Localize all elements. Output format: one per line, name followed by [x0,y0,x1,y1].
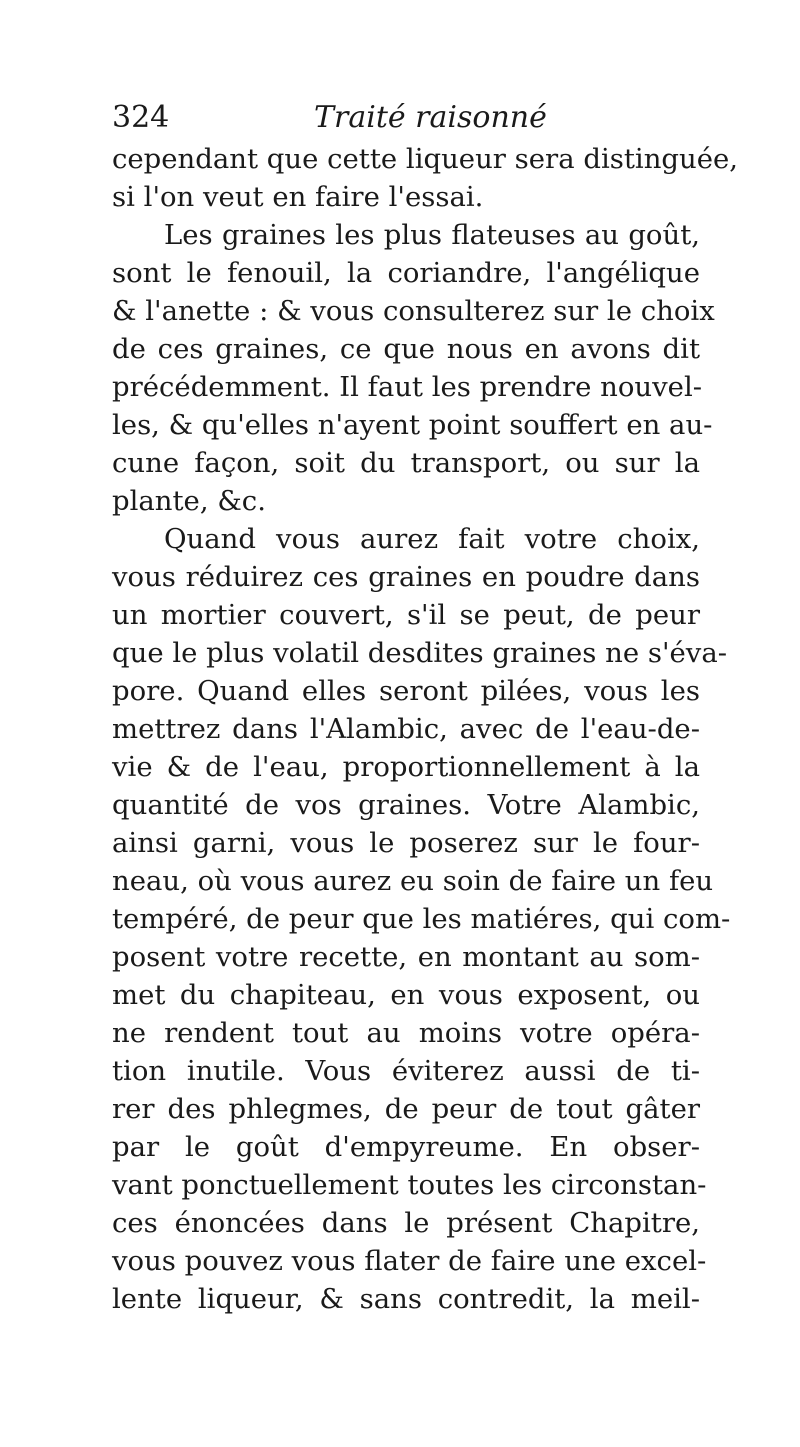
text-line: pore. Quand elles seront pilées, vous les [112,675,700,707]
text-line: & l'anette : & vous consulterez sur le choix [112,295,715,327]
text-line: Les graines les plus flateuses au goût, [164,219,700,251]
body-text [112,140,739,1318]
text-line: cune façon, soit du transport, ou sur la [112,447,700,479]
text-line: met du chapiteau, en vous exposent, ou [112,979,700,1011]
text-line: précédemment. Il faut les prendre nouvel- [112,371,703,403]
text-line: de ces graines, ce que nous en avons dit [112,333,700,365]
page-number: 324 [112,100,170,135]
text-line: lente liqueur, & sans contredit, la meil- [112,1283,700,1315]
text-line: posent votre recette, en montant au som- [112,941,700,973]
text-line: quantité de vos graines. Votre Alambic, [112,789,700,821]
text-line: mettrez dans l'Alambic, avec de l'eau-de- [112,713,700,745]
text-line: vous pouvez vous flater de faire une excel- [112,1245,707,1277]
text-line: les, & qu'elles n'ayent point souffert en au- [112,409,713,441]
text-line: tion inutile. Vous éviterez aussi de ti- [112,1055,700,1087]
text-line: plante, &c. [112,485,266,517]
running-title: Traité raisonné [314,100,547,135]
text-line: sont le fenouil, la coriandre, l'angélique [112,257,700,289]
text-line: vie & de l'eau, proportionnellement à la [112,751,700,783]
text-line: neau, où vous aurez eu soin de faire un feu [112,865,714,897]
text-line: que le plus volatil desdites graines ne s'éva- [112,637,728,669]
text-line: ne rendent tout au moins votre opéra- [112,1017,700,1049]
text-line: tempéré, de peur que les matiéres, qui com- [112,903,731,935]
text-line: vant ponctuellement toutes les circonstan- [112,1169,707,1201]
text-line: rer des phlegmes, de peur de tout gâter [112,1093,700,1125]
text-line: ces énoncées dans le présent Chapitre, [112,1207,700,1239]
text-line: un mortier couvert, s'il se peut, de peur [112,599,700,631]
text-line: par le goût d'empyreume. En obser- [112,1131,700,1163]
running-head [112,96,700,140]
text-line: ainsi garni, vous le poserez sur le four- [112,827,700,859]
book-page [112,96,739,1318]
text-line: cependant que cette liqueur sera distinguée, [112,143,739,175]
text-line: vous réduirez ces graines en poudre dans [112,561,700,593]
text-line: si l'on veut en faire l'essai. [112,181,484,213]
text-line: Quand vous aurez fait votre choix, [164,523,700,555]
